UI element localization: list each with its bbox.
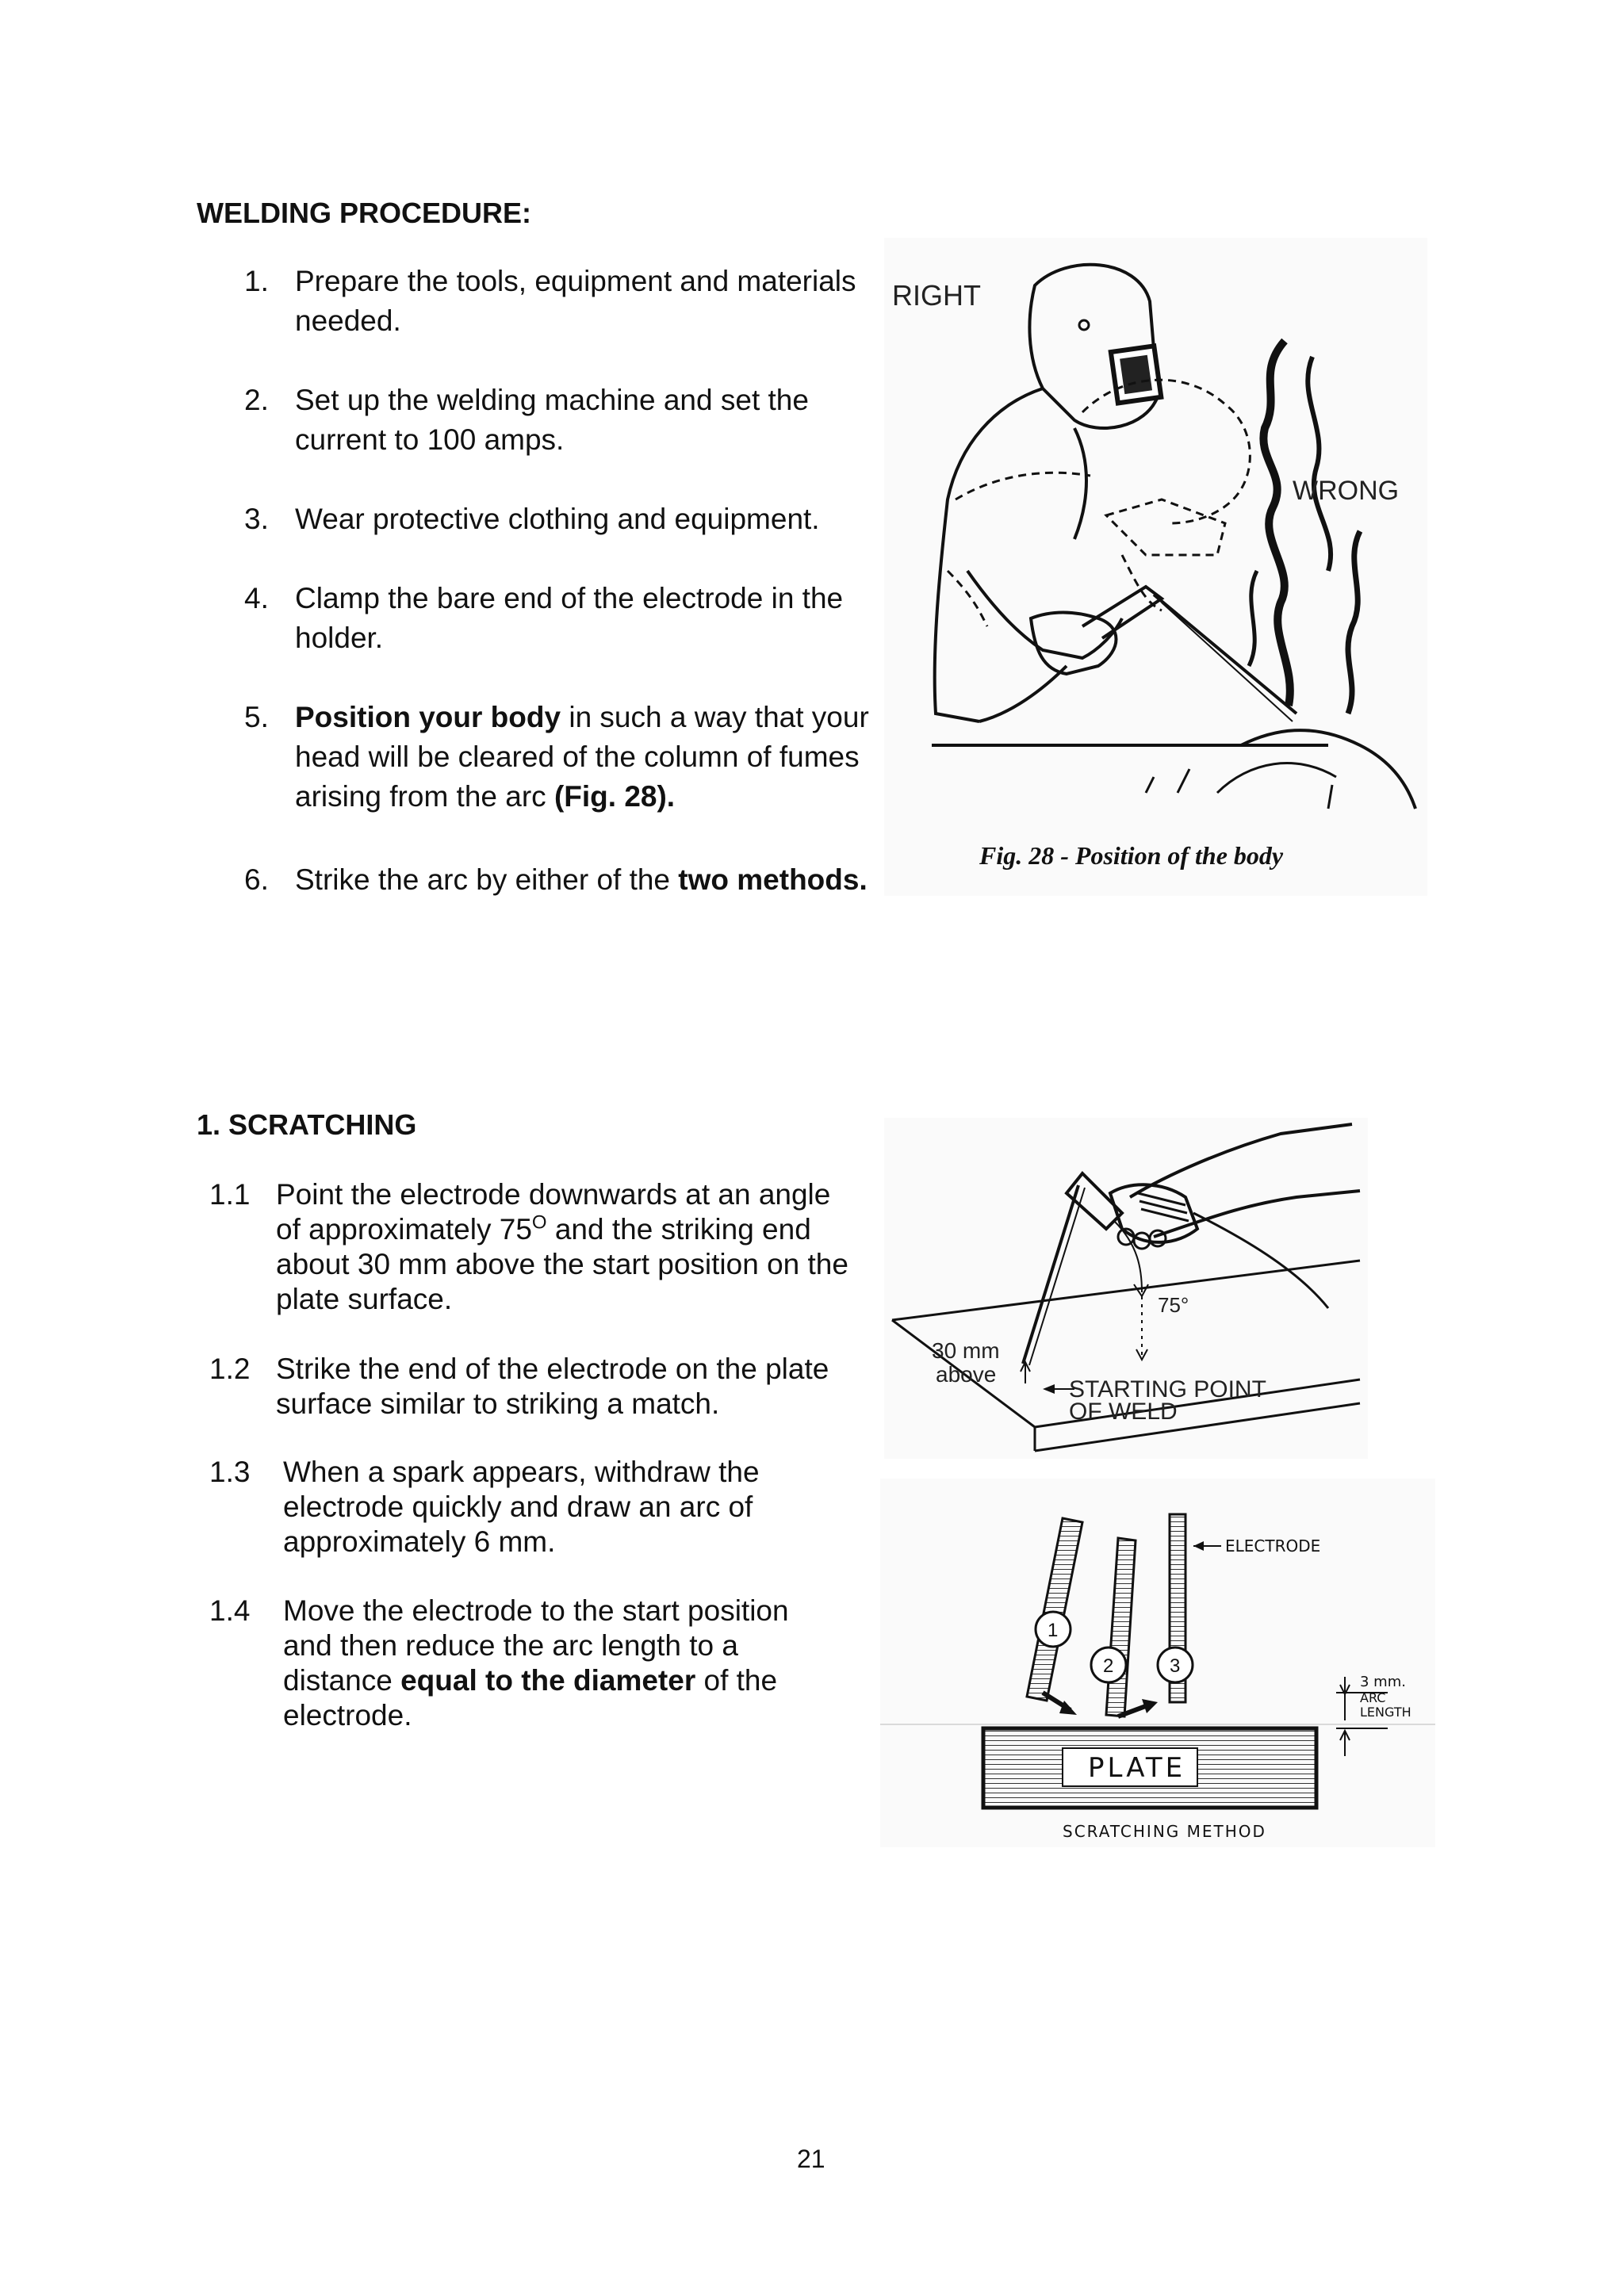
step-number: 1.2 [209, 1353, 251, 1385]
step-text: When a spark appears, withdraw the electrode quickly and draw an arc of approximately 6 mm. [283, 1456, 760, 1558]
scratching-method-illustration [880, 1479, 1435, 1847]
starting-point-label: OF WELD [1069, 1399, 1178, 1425]
arc-length-label: ARC [1360, 1690, 1386, 1705]
electrode-label: ELECTRODE [1225, 1536, 1321, 1556]
bold-phrase: equal to the diameter [400, 1664, 696, 1697]
plate-label: PLATE [1088, 1752, 1186, 1784]
step-text: Set up the welding machine and set the current to 100 amps. [295, 384, 809, 456]
step-text-part: Strike the arc by either of the [295, 863, 679, 896]
degree-superscript: O [531, 1211, 547, 1234]
electrode-angle-illustration [884, 1118, 1368, 1459]
bold-phrase: Position your body [295, 701, 561, 733]
height-label: 30 mm [932, 1338, 1000, 1363]
figure-scratching-method [880, 1479, 1435, 1847]
step-text [276, 1177, 855, 1317]
page-number: 21 [797, 2145, 825, 2173]
marker-3: 3 [1170, 1655, 1181, 1677]
marker-1: 1 [1048, 1620, 1059, 1641]
section-heading-scratching: 1. SCRATCHING [197, 1108, 417, 1141]
step-number: 1.4 [209, 1594, 251, 1627]
step-number: 1.1 [209, 1178, 251, 1211]
step-number: 6. [244, 863, 269, 896]
step-text-part: of the electrode. [283, 1664, 778, 1732]
label-right: RIGHT [892, 279, 981, 312]
arc-length-label: LENGTH [1360, 1705, 1411, 1720]
starting-point-label: STARTING POINT [1069, 1376, 1266, 1402]
figure-caption: Fig. 28 - Position of the body [979, 841, 1284, 870]
step-number: 1.3 [209, 1456, 251, 1488]
step-text-part: Point the electrode downwards at an angle of approximately 75 [276, 1178, 831, 1246]
step-text: Wear protective clothing and equipment. [295, 503, 820, 535]
step-text-part: Move the electrode to the start position and then reduce the arc length to a distance [283, 1594, 789, 1697]
step-number: 2. [244, 384, 269, 416]
step-text: Prepare the tools, equipment and materials needed. [295, 265, 856, 337]
bold-phrase: two methods. [678, 863, 868, 896]
step-text-part: in such a way that your head will be cleared of the column of fumes arising from the arc [295, 701, 869, 813]
figure-electrode-angle [884, 1118, 1368, 1459]
label-wrong: WRONG [1293, 476, 1400, 506]
height-label: above [936, 1362, 997, 1387]
step-number: 4. [244, 582, 269, 614]
step-text [283, 1594, 822, 1733]
arc-length-label: 3 mm. [1360, 1674, 1406, 1690]
section-heading-welding-procedure: WELDING PROCEDURE: [197, 197, 531, 229]
figure-reference: (Fig. 28). [553, 780, 676, 813]
step-number: 5. [244, 701, 269, 733]
step-text: Clamp the bare end of the electrode in the holder. [295, 582, 844, 654]
step-text: Strike the end of the electrode on the plate surface similar to striking a match. [276, 1353, 829, 1420]
step-number: 1. [244, 265, 269, 297]
step-text-part: and the striking end about 30 mm above the start position on the plate surface. [276, 1213, 848, 1315]
figure-caption: SCRATCHING METHOD [1063, 1822, 1266, 1841]
marker-2: 2 [1103, 1655, 1114, 1677]
angle-label: 75° [1158, 1293, 1189, 1317]
step-number: 3. [244, 503, 269, 535]
